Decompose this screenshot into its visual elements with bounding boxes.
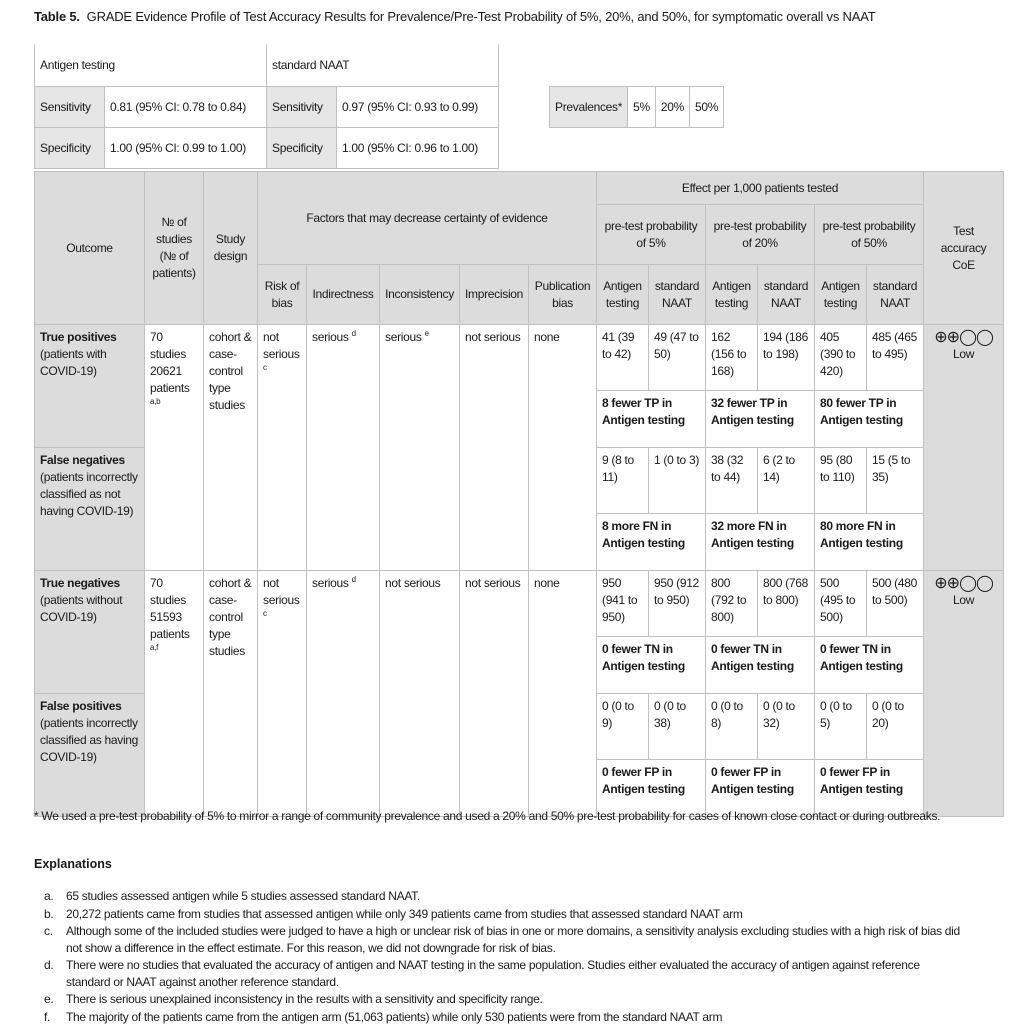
- sensitivity-value-a: 0.81 (95% CI: 0.78 to 0.84): [105, 86, 267, 127]
- effect-value: 500 (480 to 500): [867, 571, 924, 637]
- effect-value: 800 (792 to 800): [706, 571, 758, 637]
- certainty-cell: [924, 571, 1004, 817]
- header-study-design: Study design: [204, 172, 258, 325]
- outcome-name: True negatives: [40, 576, 120, 590]
- effect-difference: 8 fewer TP in Antigen testing: [597, 391, 706, 448]
- certainty-label: Low: [953, 593, 975, 607]
- header-num-studies: № of studies (№ of patients): [145, 172, 204, 325]
- sensitivity-label-b: Sensitivity: [267, 86, 337, 127]
- effect-value: 0 (0 to 32): [758, 694, 815, 760]
- header-outcome: Outcome: [35, 172, 145, 325]
- footnote-ref: c: [263, 609, 267, 618]
- num-studies-cell: 70 studies 51593 patients $^{a,f}$: [145, 571, 204, 817]
- header-indirectness: Indirectness: [307, 265, 380, 325]
- header-ptp-5: pre-test probability of 5%: [597, 205, 706, 265]
- header-naat: standard NAAT: [758, 265, 815, 325]
- footnote-ref: d: [351, 329, 356, 338]
- effect-value: 41 (39 to 42): [597, 325, 649, 391]
- outcome-cell: [35, 571, 145, 694]
- effect-value: 162 (156 to 168): [706, 325, 758, 391]
- header-risk-of-bias: Risk of bias: [258, 265, 307, 325]
- explanations-heading: Explanations: [34, 857, 112, 871]
- effect-value: 38 (32 to 44): [706, 448, 758, 514]
- footnote-ref: d: [351, 575, 356, 584]
- effect-value: 405 (390 to 420): [815, 325, 867, 391]
- effect-difference: 80 more FN in Antigen testing: [815, 514, 924, 571]
- table-row: [35, 571, 1004, 637]
- footnote-ref: e: [424, 329, 429, 338]
- prevalences-label: Prevalences*: [550, 87, 628, 128]
- header-coe: Test accuracy CoE: [924, 172, 1004, 325]
- effect-value: 800 (768 to 800): [758, 571, 815, 637]
- effect-value: 485 (465 to 495): [867, 325, 924, 391]
- explanations-list: [34, 888, 964, 1026]
- effect-difference: 8 more FN in Antigen testing: [597, 514, 706, 571]
- header-ptp-50: pre-test probability of 50%: [815, 205, 924, 265]
- explanation-item: f. The majority of the patients came from the antigen arm (51,063 patients) while only 530 patients were from the standard NAAT arm: [44, 1009, 723, 1024]
- effect-value: 1 (0 to 3): [649, 448, 706, 514]
- header-imprecision: Imprecision: [460, 265, 529, 325]
- prevalences-table: [549, 86, 724, 128]
- explanation-item: e. There is serious unexplained inconsistency in the results with a sensitivity and specificity range.: [44, 992, 543, 1006]
- accuracy-table: [34, 44, 499, 169]
- explanation-item: b. 20,272 patients came from studies that assessed antigen while only 349 patients came from studies that assessed standard NAAT arm: [44, 906, 743, 921]
- indirectness-cell: serious $^d$: [307, 571, 380, 817]
- risk-of-bias-cell: not serious $^c$: [258, 571, 307, 817]
- specificity-value-a: 1.00 (95% CI: 0.99 to 1.00): [105, 127, 267, 168]
- effect-value: 0 (0 to 5): [815, 694, 867, 760]
- specificity-value-b: 1.00 (95% CI: 0.96 to 1.00): [337, 127, 499, 168]
- header-factors: Factors that may decrease certainty of evidence: [258, 172, 597, 265]
- table-title: [34, 9, 875, 24]
- effect-difference: 0 fewer TN in Antigen testing: [815, 637, 924, 694]
- table-caption: GRADE Evidence Profile of Test Accuracy Results for Prevalence/Pre-Test Probability of 5%, 20%, and 50%, for symptomatic overall vs NAAT: [86, 9, 876, 24]
- imprecision-cell: not serious: [460, 325, 529, 571]
- footnote-ref: c: [263, 363, 267, 372]
- header-inconsistency: Inconsistency: [380, 265, 460, 325]
- effect-value: 49 (47 to 50): [649, 325, 706, 391]
- outcome-cell: [35, 694, 145, 817]
- header-antigen: Antigen testing: [706, 265, 758, 325]
- indirectness-cell: serious $^d$: [307, 325, 380, 571]
- outcome-description: (patients with COVID-19): [40, 347, 107, 378]
- inconsistency-cell: serious $^e$: [380, 325, 460, 571]
- outcome-description: (patients incorrectly classified as not having COVID-19): [40, 470, 138, 518]
- explanation-item: a. 65 studies assessed antigen while 5 studies assessed standard NAAT.: [44, 889, 420, 903]
- test-b-name: standard NAAT: [267, 44, 499, 86]
- header-naat: standard NAAT: [867, 265, 924, 325]
- effect-value: 950 (912 to 950): [649, 571, 706, 637]
- effect-difference: 0 fewer TN in Antigen testing: [706, 637, 815, 694]
- effect-difference: 80 fewer TP in Antigen testing: [815, 391, 924, 448]
- table-row: [35, 325, 1004, 391]
- header-antigen: Antigen testing: [597, 265, 649, 325]
- outcome-cell: [35, 448, 145, 571]
- outcome-name: False negatives: [40, 453, 125, 467]
- header-effect: Effect per 1,000 patients tested: [597, 172, 924, 205]
- header-ptp-20: pre-test probability of 20%: [706, 205, 815, 265]
- prevalence-value: 20%: [655, 87, 689, 128]
- imprecision-cell: not serious: [460, 571, 529, 817]
- outcome-cell: [35, 325, 145, 448]
- certainty-rating-icon: ⊕⊕◯◯: [934, 329, 993, 346]
- effect-value: 0 (0 to 38): [649, 694, 706, 760]
- explanation-item: c. Although some of the included studies were judged to have a high or unclear risk of bias in one or more domains, a sensitivity analysis excluding studies with a high risk of bias did not show a difference in the effect estimate. For this reason, we did not downgrade for risk of bias.: [44, 924, 960, 955]
- specificity-label-a: Specificity: [35, 127, 105, 168]
- effect-difference: 0 fewer FP in Antigen testing: [597, 760, 706, 817]
- study-design-cell: cohort & case-control type studies: [204, 571, 258, 817]
- header-publication-bias: Publication bias: [529, 265, 597, 325]
- effect-value: 6 (2 to 14): [758, 448, 815, 514]
- footnote-ref: a,f: [150, 643, 158, 652]
- effect-value: 194 (186 to 198): [758, 325, 815, 391]
- header-antigen: Antigen testing: [815, 265, 867, 325]
- outcome-description: (patients incorrectly classified as having COVID-19): [40, 716, 139, 764]
- effect-value: 0 (0 to 9): [597, 694, 649, 760]
- effect-value: 0 (0 to 20): [867, 694, 924, 760]
- effect-difference: 0 fewer FP in Antigen testing: [706, 760, 815, 817]
- effect-difference: 32 more FN in Antigen testing: [706, 514, 815, 571]
- effect-value: 0 (0 to 8): [706, 694, 758, 760]
- effect-difference: 0 fewer FP in Antigen testing: [815, 760, 924, 817]
- effect-value: 95 (80 to 110): [815, 448, 867, 514]
- outcome-name: True positives: [40, 330, 117, 344]
- num-studies-cell: 70 studies 20621 patients $^{a,b}$: [145, 325, 204, 571]
- test-a-name: Antigen testing: [35, 44, 267, 86]
- study-design-cell: cohort & case-control type studies: [204, 325, 258, 571]
- sensitivity-label-a: Sensitivity: [35, 86, 105, 127]
- inconsistency-cell: not serious: [380, 571, 460, 817]
- header-naat: standard NAAT: [649, 265, 706, 325]
- effect-value: 9 (8 to 11): [597, 448, 649, 514]
- certainty-rating-icon: ⊕⊕◯◯: [934, 575, 993, 592]
- effect-difference: 32 fewer TP in Antigen testing: [706, 391, 815, 448]
- risk-of-bias-cell: not serious $^c$: [258, 325, 307, 571]
- effect-value: 950 (941 to 950): [597, 571, 649, 637]
- effect-value: 15 (5 to 35): [867, 448, 924, 514]
- publication-bias-cell: none: [529, 325, 597, 571]
- specificity-label-b: Specificity: [267, 127, 337, 168]
- table-number: Table 5.: [34, 9, 80, 24]
- prevalence-value: 50%: [689, 87, 723, 128]
- certainty-cell: [924, 325, 1004, 571]
- effect-value: 500 (495 to 500): [815, 571, 867, 637]
- certainty-label: Low: [953, 347, 975, 361]
- effect-difference: 0 fewer TN in Antigen testing: [597, 637, 706, 694]
- prevalence-footnote: * We used a pre-test probability of 5% to mirror a range of community prevalence and used a 20% and 50% pre-test probability for cases of known close contact or during outbreaks.: [34, 809, 941, 823]
- outcome-name: False positives: [40, 699, 122, 713]
- prevalence-value: 5%: [628, 87, 656, 128]
- sensitivity-value-b: 0.97 (95% CI: 0.93 to 0.99): [337, 86, 499, 127]
- evidence-profile-table: [34, 171, 1004, 817]
- outcome-description: (patients without COVID-19): [40, 593, 123, 624]
- publication-bias-cell: none: [529, 571, 597, 817]
- explanation-item: d. There were no studies that evaluated the accuracy of antigen and NAAT testing in the same population. Studies either evaluated the accuracy of antigen against reference standard or NAAT against another reference standard.: [44, 958, 920, 989]
- footnote-ref: a,b: [150, 397, 161, 406]
